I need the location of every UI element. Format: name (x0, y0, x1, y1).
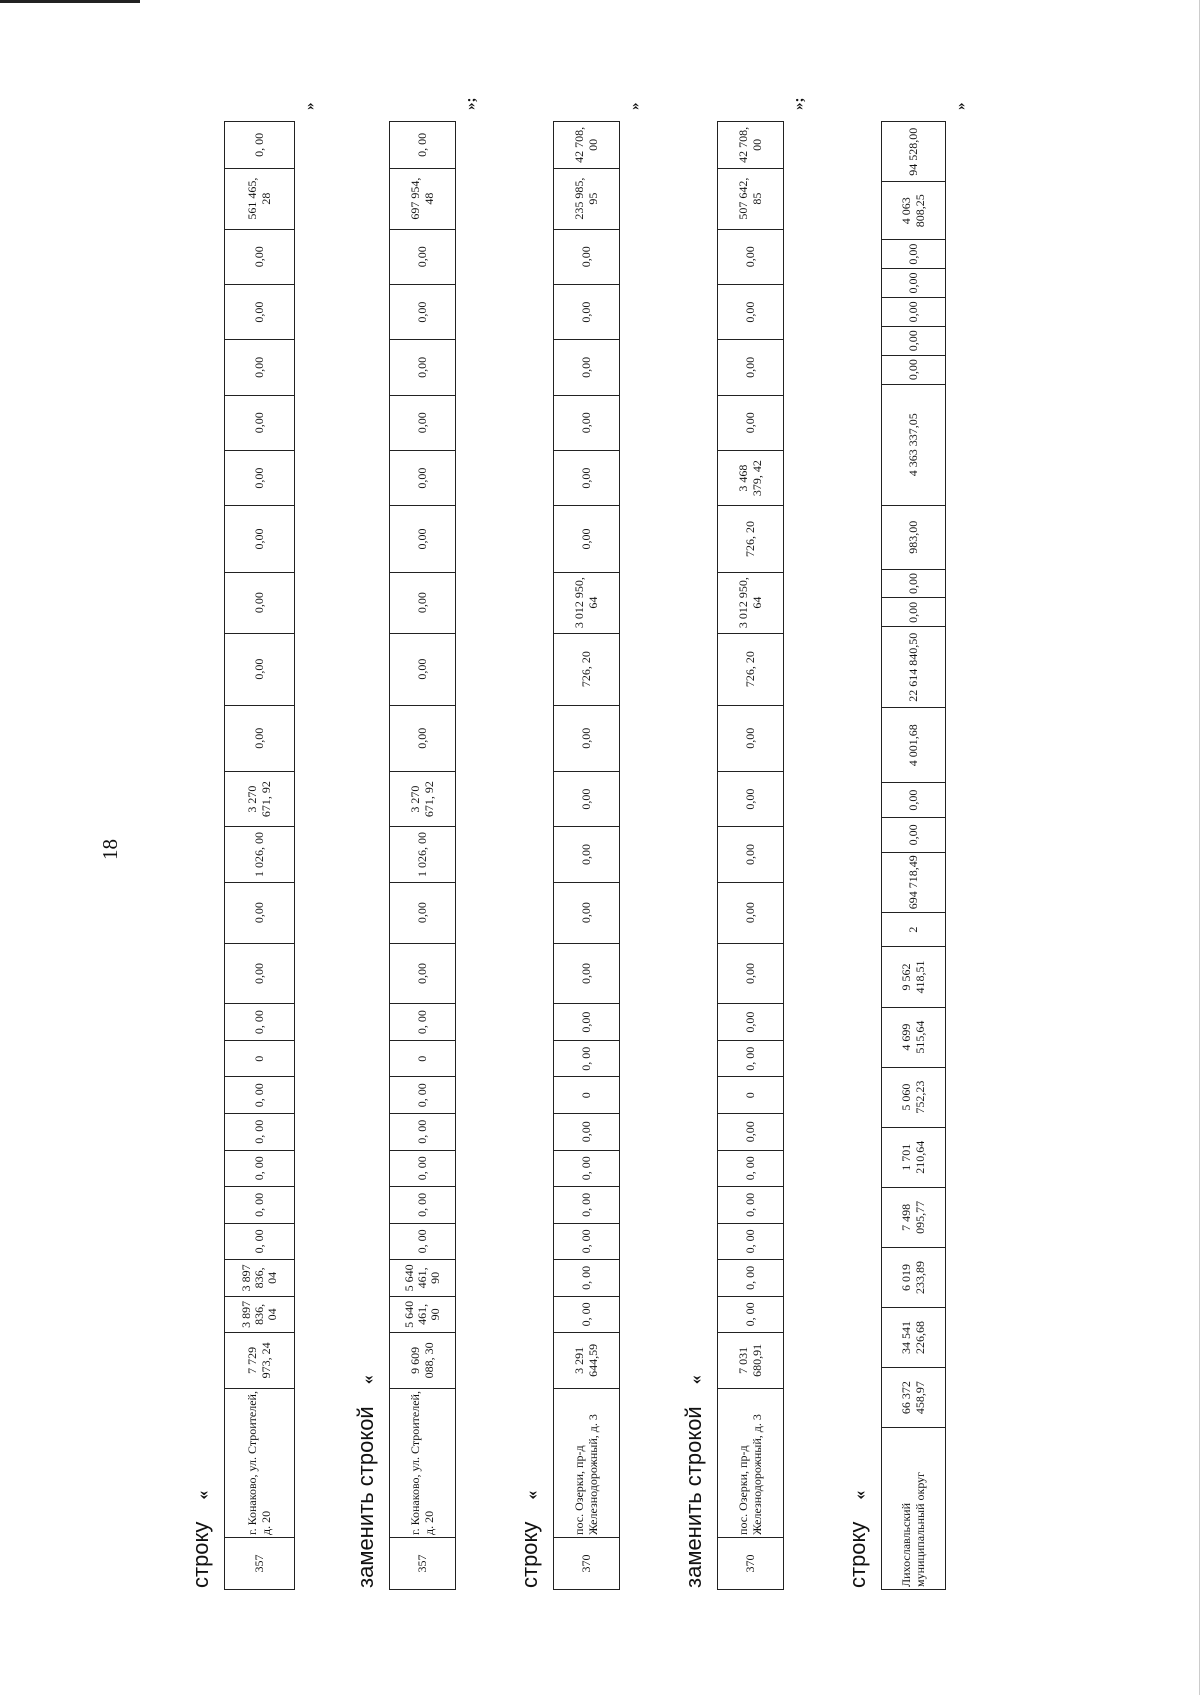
table-cell: 235 985, 95 (554, 168, 620, 229)
table-cell: 0,00 (225, 943, 295, 1004)
table-cell: 0,00 (718, 827, 784, 882)
table-cell: 42 708, 00 (718, 122, 784, 169)
table-cell: 1 701 210,64 (882, 1127, 946, 1187)
table-cell: 0, 00 (225, 1150, 295, 1187)
table-cell: 0,00 (390, 633, 456, 705)
label-row (845, 90, 871, 1590)
table-cell: 357 (390, 1537, 456, 1589)
table-cell: 0,00 (718, 1113, 784, 1150)
table-cell: 0,00 (390, 450, 456, 505)
table-cell: 0, 00 (225, 1077, 295, 1114)
table-cell: 0,00 (554, 229, 620, 284)
table-cell: 0, 00 (554, 1150, 620, 1187)
table-cell: г. Конаково, ул. Строителей, д. 20 (225, 1388, 295, 1537)
table-cell: 0,00 (718, 943, 784, 1004)
table-cell: 0,00 (390, 340, 456, 395)
table-cell: 4 363 337,05 (882, 384, 946, 505)
table-cell: 726, 20 (718, 506, 784, 572)
table-cell: 0,00 (390, 705, 456, 771)
table-cell: 0,00 (390, 284, 456, 339)
table-cell: 0,00 (225, 572, 295, 633)
data-table (881, 121, 946, 1590)
table-cell: 3 468 379, 42 (718, 450, 784, 505)
table-cell: 3 012 950, 64 (718, 572, 784, 633)
table-cell: 7 031 680,91 (718, 1333, 784, 1388)
table-cell: 9 562 418,51 (882, 947, 946, 1007)
table-cell: 0,00 (718, 882, 784, 943)
table-row (225, 122, 295, 1590)
table-cell: 0,00 (718, 340, 784, 395)
opening-quote: « (685, 1375, 705, 1385)
data-table (389, 121, 456, 1590)
table-row (554, 122, 620, 1590)
table-cell: 0,00 (718, 284, 784, 339)
table-cell: 4 699 515,64 (882, 1007, 946, 1067)
table-cell: 0,00 (390, 943, 456, 1004)
table-cell: 0, 00 (718, 1150, 784, 1187)
table-cell: 0,00 (225, 284, 295, 339)
table-cell: 0,00 (882, 269, 946, 298)
table-cell: 0,00 (554, 771, 620, 826)
table-cell: 0,00 (225, 882, 295, 943)
table-cell: 0,00 (390, 229, 456, 284)
table-cell: 94 528,00 (882, 122, 946, 182)
amendment-block (353, 90, 479, 1590)
table-cell: 370 (554, 1537, 620, 1589)
table-cell: 3 897 836, 04 (225, 1296, 295, 1333)
closing-quote: »; (791, 97, 807, 110)
label-row (353, 90, 379, 1590)
instruction-label: заменить строкой (681, 1406, 706, 1588)
table-cell: 0,00 (554, 943, 620, 1004)
table-cell: 4 001,68 (882, 708, 946, 783)
data-table (224, 121, 295, 1590)
table-cell: 0,00 (554, 340, 620, 395)
label-row (188, 90, 214, 1590)
closing-quote: »; (463, 97, 479, 110)
table-cell: 0,00 (390, 395, 456, 450)
table-row (390, 122, 456, 1590)
table-cell: 34 541 226,68 (882, 1308, 946, 1368)
table-cell: 357 (225, 1537, 295, 1589)
table-cell: 0, 00 (390, 1113, 456, 1150)
table-cell: 0, 00 (554, 1040, 620, 1077)
opening-quote: « (849, 1490, 869, 1500)
table-cell: 0, 00 (225, 122, 295, 169)
table-cell: Лихославльский муниципальный округ (882, 1428, 946, 1590)
table-cell: 3 291 644,59 (554, 1333, 620, 1388)
table-cell: 726, 20 (554, 633, 620, 705)
table-cell: 2 (882, 912, 946, 947)
rotated-page (98, 70, 1028, 1590)
table-cell: 0,00 (882, 297, 946, 326)
table-cell: 694 718,49 (882, 852, 946, 912)
table-cell: 726, 20 (718, 633, 784, 705)
table-cell: 1 026, 00 (390, 827, 456, 882)
opening-quote: « (357, 1375, 377, 1385)
instruction-label: заменить строкой (353, 1406, 378, 1588)
table-cell: 0 (225, 1040, 295, 1077)
scan-edge-top (0, 0, 140, 3)
table-cell: 4 063 808,25 (882, 182, 946, 240)
instruction-label: строку (188, 1521, 213, 1588)
table-cell: 0, 00 (390, 1150, 456, 1187)
table-cell: 0,00 (554, 506, 620, 572)
table-cell: 0,00 (718, 705, 784, 771)
table-cell: 0 (718, 1077, 784, 1114)
table-cell: 5 640 461, 90 (390, 1260, 456, 1297)
opening-quote: « (521, 1490, 541, 1500)
table-cell: 0, 00 (718, 1040, 784, 1077)
instruction-label: строку (845, 1521, 870, 1588)
table-cell: 0,00 (718, 771, 784, 826)
table-cell: пос. Озерки, пр-д Железнодорожный, д. 3 (718, 1388, 784, 1537)
table-cell: 370 (718, 1537, 784, 1589)
data-table (553, 121, 620, 1590)
label-row (681, 90, 707, 1590)
table-cell: 0, 00 (390, 1187, 456, 1224)
table-cell: 0,00 (718, 229, 784, 284)
table-cell: 6 019 233,89 (882, 1247, 946, 1307)
table-cell: 0,00 (554, 284, 620, 339)
opening-quote: « (192, 1490, 212, 1500)
table-cell: 0, 00 (390, 1077, 456, 1114)
table-cell: 0,00 (554, 1113, 620, 1150)
table-cell: г. Конаково, ул. Строителей, д. 20 (390, 1388, 456, 1537)
table-cell: 0,00 (554, 827, 620, 882)
amendment-block (188, 90, 318, 1590)
table-cell: 0, 00 (718, 1260, 784, 1297)
table-cell: 5 640 461, 90 (390, 1296, 456, 1333)
table-cell: 0, 00 (554, 1296, 620, 1333)
instruction-label: строку (517, 1521, 542, 1588)
table-cell: 0,00 (225, 633, 295, 705)
table-cell: 66 372 458,97 (882, 1368, 946, 1428)
table-cell: 1 026, 00 (225, 827, 295, 882)
table-cell: 0,00 (554, 705, 620, 771)
table-cell: 0, 00 (718, 1223, 784, 1260)
table-cell: 0,00 (554, 1004, 620, 1041)
table-row (882, 122, 946, 1590)
label-row (517, 90, 543, 1590)
table-cell: 0,00 (718, 395, 784, 450)
amendment-block (845, 90, 969, 1590)
table-cell: 3 897 836, 04 (225, 1260, 295, 1297)
table-cell: 0,00 (882, 783, 946, 818)
table-cell: 3 270 671, 92 (225, 771, 295, 826)
table-cell: 0,00 (390, 882, 456, 943)
table-cell: 0, 00 (718, 1187, 784, 1224)
table-cell: 0, 00 (390, 1004, 456, 1041)
table-cell: 7 729 973, 24 (225, 1333, 295, 1388)
table-cell: 0, 00 (225, 1223, 295, 1260)
table-cell: 3 012 950, 64 (554, 572, 620, 633)
table-cell: 0, 00 (225, 1187, 295, 1224)
table-cell: 507 642, 85 (718, 168, 784, 229)
table-cell: пос. Озерки, пр-д Железнодорожный, д. 3 (554, 1388, 620, 1537)
table-cell: 9 609 088, 30 (390, 1333, 456, 1388)
amendment-block (681, 90, 807, 1590)
closing-quote: » (302, 102, 318, 110)
table-cell: 0,00 (225, 506, 295, 572)
table-cell: 0,00 (554, 395, 620, 450)
closing-quote: » (953, 102, 969, 110)
table-cell: 0,00 (225, 340, 295, 395)
table-cell: 0,00 (882, 569, 946, 598)
table-cell: 7 498 095,77 (882, 1187, 946, 1247)
table-cell: 0, 00 (390, 122, 456, 169)
table-cell: 0,00 (225, 450, 295, 505)
table-cell: 0,00 (390, 572, 456, 633)
table-row (718, 122, 784, 1590)
table-cell: 3 270 671, 92 (390, 771, 456, 826)
table-cell: 0,00 (554, 882, 620, 943)
table-cell: 0, 00 (554, 1223, 620, 1260)
table-cell: 0, 00 (718, 1296, 784, 1333)
table-cell: 0,00 (554, 450, 620, 505)
table-cell: 0,00 (882, 240, 946, 269)
table-cell: 0,00 (225, 395, 295, 450)
table-cell: 0,00 (882, 355, 946, 384)
table-cell: 0,00 (718, 1004, 784, 1041)
table-cell: 0,00 (390, 506, 456, 572)
table-cell: 561 465, 28 (225, 168, 295, 229)
table-cell: 0, 00 (554, 1187, 620, 1224)
table-cell: 0,00 (882, 818, 946, 853)
table-cell: 0, 00 (390, 1223, 456, 1260)
table-cell: 22 614 840,50 (882, 627, 946, 708)
table-cell: 0, 00 (225, 1004, 295, 1041)
table-cell: 983,00 (882, 505, 946, 569)
table-cell: 0,00 (882, 326, 946, 355)
table-cell: 5 060 752,23 (882, 1067, 946, 1127)
table-cell: 0, 00 (225, 1113, 295, 1150)
data-table (717, 121, 784, 1590)
page-number: 18 (98, 839, 122, 860)
table-cell: 697 954, 48 (390, 168, 456, 229)
table-cell: 42 708, 00 (554, 122, 620, 169)
table-cell: 0 (554, 1077, 620, 1114)
table-cell: 0, 00 (554, 1260, 620, 1297)
table-cell: 0 (390, 1040, 456, 1077)
closing-quote: » (627, 102, 643, 110)
amendment-block (517, 90, 643, 1590)
table-cell: 0,00 (225, 705, 295, 771)
table-cell: 0,00 (225, 229, 295, 284)
table-cell: 0,00 (882, 598, 946, 627)
